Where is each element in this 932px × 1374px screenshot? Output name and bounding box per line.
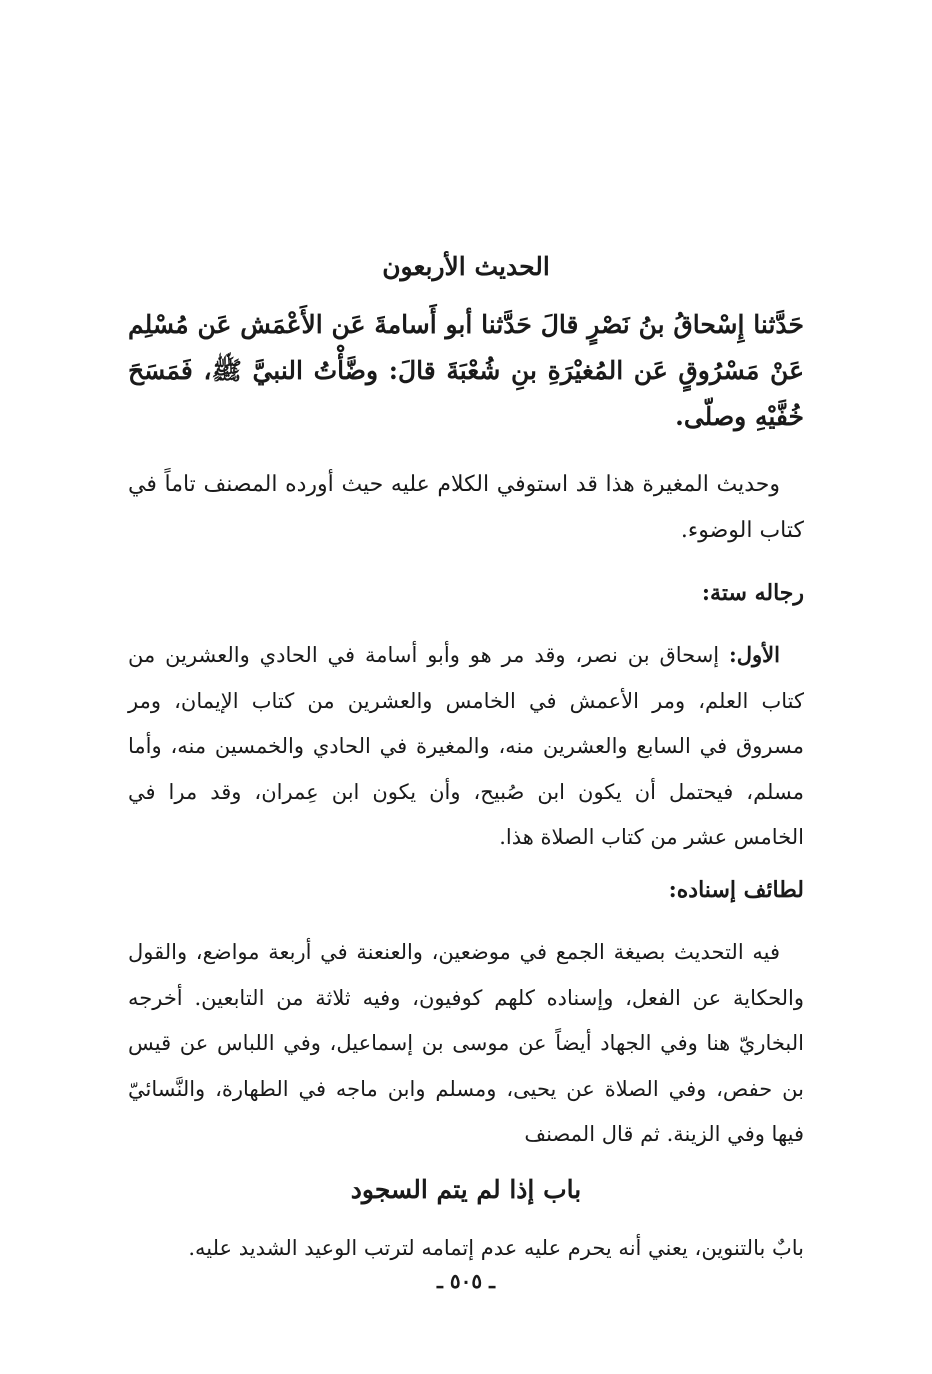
narrators-body: إسحاق بن نصر، وقد مر هو وأبو أسامة في الحادي والعشرين من كتاب العلم، ومر الأعمش في الخامس والعشرين من كتاب الإيمان، ومر مسروق في السابع والعشرين منه، والمغيرة في الحادي والخمسين منه، وأما مسلم، فيحتمل أن يكون ابن صُبيح، وأن يكون ابن عِمران، وقد مرا في الخامس عشر من كتاب الصلاة هذا.: [128, 643, 804, 849]
commentary-paragraph: وحديث المغيرة هذا قد استوفي الكلام عليه حيث أورده المصنف تاماً في كتاب الوضوء.: [128, 472, 804, 543]
narrators-heading: رجاله ستة:: [701, 580, 804, 606]
narrators-paragraph: [128, 632, 804, 861]
chapter-paragraph: بابٌ بالتنوين، يعني أنه يحرم عليه عدم إتمامه لترتب الوعيد الشديد عليه.: [188, 1236, 804, 1260]
hadith-title: الحديث الأربعون: [382, 252, 550, 281]
chapter-title: باب إذا لم يتم السجود: [350, 1175, 582, 1204]
subtleties-heading: لطائف إسناده:: [668, 877, 804, 903]
page-number: ـ ٥٠٥ ـ: [437, 1269, 495, 1293]
hadith-text: حَدَّثنا إِسْحاقُ بنُ نَصْرٍ قالَ حَدَّثنا أبو أَسامةَ عَن الأَعْمَش عَن مُسْلِم عَنْ مَسْرُوقٍ عَن المُغيْرَةِ بنِ شُعْبَةَ قالَ: وضَّأْتُ النبيَّ ﷺ، فَمَسَحَ خُفَّيْهِ وصلّى.: [128, 310, 804, 431]
book-page: [128, 0, 804, 1374]
narrators-lead: الأول:: [729, 642, 780, 667]
subtleties-paragraph: فيه التحديث بصيغة الجمع في موضعين، والعنعنة في أربعة مواضع، والقول والحكاية عن الفعل، وإسناده كلهم كوفيون، وفيه ثلاثة من التابعين. أخرجه البخاريّ هنا وفي الجهاد أيضاً عن موسى بن إسماعيل، وفي اللباس عن قيس بن حفص، وفي الصلاة عن يحيى، ومسلم وابن ماجه في الطهارة، والنَّسائيّ فيها وفي الزينة. ثم قال المصنف: [128, 940, 805, 1146]
